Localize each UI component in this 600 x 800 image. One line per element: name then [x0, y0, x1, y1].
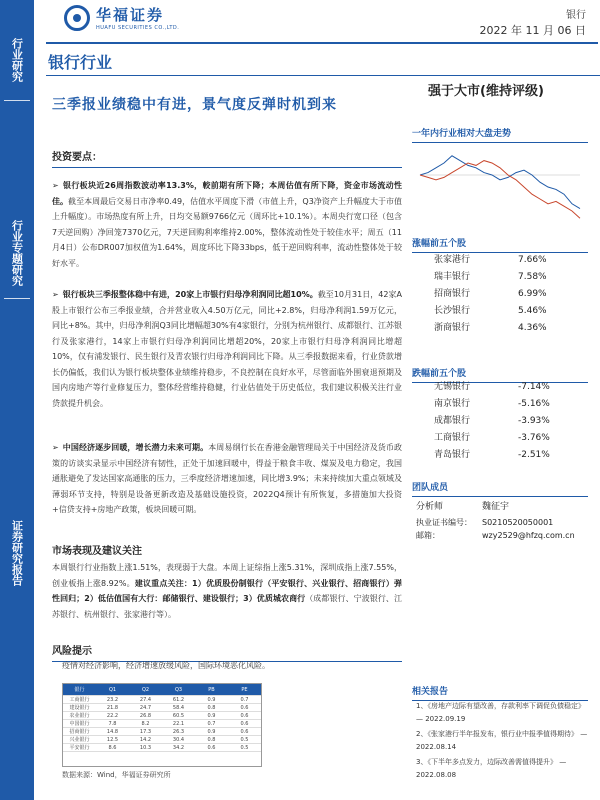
market-text: 本周银行行业指数上涨1.51%，表现弱于大盘。本周上证综指上涨5.31%，深圳成指上涨7.55%，创业板指上涨8.92%。	[52, 563, 402, 588]
list-item	[420, 430, 570, 447]
table-cell: 中国银行	[69, 721, 90, 727]
table-cell: 26.3	[172, 729, 185, 735]
stock-change: 6.99%	[518, 289, 547, 299]
table-cell: 23.2	[106, 697, 119, 703]
cert-label: 执业证书编号：	[416, 518, 472, 527]
table-cell: 10.3	[139, 745, 152, 751]
page-header	[34, 0, 600, 44]
email-label: 邮箱：	[416, 531, 440, 540]
table-cell: 60.5	[172, 713, 185, 719]
related-reports	[416, 700, 592, 784]
table-cell: 61.2	[172, 697, 185, 703]
related-report-link[interactable]	[416, 756, 592, 782]
stock-change: 7.66%	[518, 255, 547, 265]
table-cell: 8.2	[141, 721, 150, 727]
table-cell: 0.7	[240, 697, 249, 703]
table-cell: 0.6	[240, 705, 249, 711]
table-cell: 22.1	[172, 721, 185, 727]
table-header-cell: Q3	[174, 687, 183, 693]
list-item	[420, 286, 570, 303]
table-row	[63, 720, 261, 728]
rating-badge: 强于大市(维持评级)	[428, 84, 544, 99]
table-header-cell: 银行	[74, 687, 85, 693]
table-header-row	[63, 684, 261, 696]
analyst-name: 魏征宇	[482, 502, 510, 512]
left-sidebar	[0, 0, 34, 800]
company-logo	[64, 4, 179, 31]
list-item	[420, 447, 570, 464]
stock-name: 南京银行	[434, 399, 471, 409]
table-cell: 14.2	[139, 737, 152, 743]
stock-change: 7.58%	[518, 272, 547, 282]
table-row	[63, 744, 261, 752]
report-date: 2022 年 11 月 06 日	[479, 24, 586, 37]
table-cell: 建设银行	[69, 705, 90, 711]
table-cell: 34.2	[172, 745, 185, 751]
related-section	[412, 684, 588, 701]
report-date: — 2022.09.19	[416, 715, 466, 723]
table-row	[63, 736, 261, 744]
valuation-table	[62, 683, 262, 767]
summary-section	[52, 148, 402, 174]
risk-heading: 风险提示	[52, 646, 92, 657]
chart-heading: 一年内行业相对大盘走势	[412, 129, 512, 139]
chart-svg	[412, 145, 588, 233]
stock-change: 5.46%	[518, 306, 547, 316]
table-cell: 0.5	[240, 737, 249, 743]
bullet-icon: ➢	[52, 181, 59, 190]
report-title: 2、《张家港行半年报发布，银行业中报季值得期待》	[416, 730, 578, 738]
table-cell: 0.6	[207, 745, 216, 751]
table-cell: 0.9	[207, 729, 216, 735]
relative-performance-chart	[412, 145, 588, 233]
risk-paragraph: 疫情对经济影响，经济增速放缓风险，国际环境恶化风险。	[62, 661, 270, 670]
bullet-icon: ➢	[52, 443, 59, 452]
gainers-heading: 涨幅前五个股	[412, 239, 467, 249]
paragraph-body: 截至10月31日，42家A股上市银行公布三季报业绩，合并营业收入4.50万亿元，同比+2.8%，归母净利润1.59万亿元，同比+8%。其中，归母净利润Q3同比增幅超30%有4家银行，分别为杭州银行、成都银行、江苏银行及张家港行，14家上市银行归母净利润同比增超20%，20家上市银行归母净利润同比增超10%，仅有浦发银行、民生银行及青农银行归母净利润同比下降。从三季报数据来看，行业贷款增长仍偏低，我们认为银行板块整体业绩维持稳步，不良控制在良好水平，尽管面临外围衰退预期及国内房地产等行业修复压力，整体经营维持稳健，行业估值处于历史低位，我们建议积极关注行业贷款提升机会。	[52, 290, 403, 408]
stock-name: 招商银行	[434, 289, 471, 299]
table-header-cell: PB	[208, 687, 215, 693]
table-cell: 0.6	[240, 713, 249, 719]
sidebar-text: 证券研究报告	[10, 520, 24, 586]
table-row	[63, 704, 261, 712]
table-row	[63, 696, 261, 704]
section-rule	[412, 496, 588, 497]
related-heading: 相关报告	[412, 687, 449, 697]
report-title: 1、《房地产边际有望改善，存款利率下调促负债稳定》	[416, 702, 585, 710]
table-cell: 0.9	[207, 713, 216, 719]
summary-paragraph-2	[52, 287, 402, 411]
sidebar-segment-industry-research	[0, 38, 34, 82]
table-cell: 24.7	[139, 705, 152, 711]
header-industry-tag: 银行	[566, 10, 586, 21]
table-cell: 0.6	[240, 729, 249, 735]
report-title: 三季报业绩稳中有进，景气度反弹时机到来	[52, 97, 337, 113]
logo-english: HUAFU SECURITIES CO.,LTD.	[96, 25, 180, 31]
section-rule	[52, 167, 402, 168]
analyst-card	[416, 498, 586, 542]
team-section	[412, 480, 588, 497]
table-header-cell: Q1	[108, 687, 117, 693]
list-item	[420, 269, 570, 286]
series-line-0	[420, 156, 580, 209]
gainers-section	[412, 236, 588, 253]
losers-list	[420, 379, 570, 464]
table-cell: 0.5	[240, 745, 249, 751]
analyst-row	[416, 498, 586, 516]
summary-heading: 投资要点：	[52, 152, 102, 163]
stock-name: 长沙银行	[434, 306, 471, 316]
chart-section	[412, 126, 588, 143]
paragraph-lead: 银行板块三季报整体稳中有进，20家上市银行归母净利润同比超10%。	[62, 290, 318, 299]
sidebar-text: 行业研究	[10, 38, 24, 82]
table-cell: 0.8	[207, 737, 216, 743]
header-rule	[46, 42, 598, 44]
table-cell: 27.4	[139, 697, 152, 703]
related-report-link[interactable]	[416, 728, 592, 754]
list-item	[420, 320, 570, 337]
related-report-link[interactable]	[416, 700, 592, 726]
stock-name: 成都银行	[434, 416, 471, 426]
table-cell: 招商银行	[69, 729, 90, 735]
sidebar-divider	[4, 100, 30, 101]
table-row	[63, 728, 261, 736]
table-cell: 21.8	[106, 705, 119, 711]
losers-heading: 跌幅前五个股	[412, 369, 467, 379]
table-row	[63, 712, 261, 720]
cert-row	[416, 516, 586, 529]
table-cell: 30.4	[172, 737, 185, 743]
analyst-label: 分析师	[416, 502, 444, 512]
sidebar-text: 行业专题研究	[10, 220, 24, 286]
gainers-list	[420, 252, 570, 337]
list-item	[420, 252, 570, 269]
stock-name: 无锡银行	[434, 382, 471, 392]
sidebar-divider	[4, 298, 30, 299]
table-cell: 农业银行	[69, 713, 90, 719]
table-cell: 17.3	[139, 729, 152, 735]
stock-change: -5.16%	[518, 399, 550, 409]
summary-paragraph-1	[52, 178, 402, 271]
table-cell: 22.2	[106, 713, 119, 719]
table-cell: 58.4	[172, 705, 185, 711]
paragraph-lead: 银行板块近26周指数波动率13.3%，較前期有所下降；本周估值有所下降，资金市场流动性佳。	[52, 181, 402, 206]
list-item	[420, 303, 570, 320]
market-heading: 市场表现及建议关注	[52, 546, 142, 557]
table-cell: 14.8	[106, 729, 119, 735]
table-cell: 工商银行	[69, 697, 90, 703]
stock-change: -2.51%	[518, 450, 550, 460]
table-cell: 0.7	[207, 721, 216, 727]
table-cell: 0.8	[207, 705, 216, 711]
table-cell: 7.8	[108, 721, 117, 727]
table-cell: 平安银行	[69, 745, 90, 751]
paragraph-lead: 中国经济逐步回暖，增长潜力未来可期。	[62, 443, 209, 452]
paragraph-body: 本周易纲行长在香港金融管理局关于中国经济及货币政策的访谈实录显示中国经济有韧性，正处于加速回暖中，得益于粮食丰收、煤炭及电力稳定，我国通胀避免了发达国家高通胀的压力，三季度经济增速加速，同比增3.9%；未来持续加大重点领域及薄弱环节支持，特别是设备更新改造及基础设施投资，2022Q4预计有所恢复，多措施加大投资+信贷支持+房地产政策，板块回暖可期。	[52, 443, 403, 514]
section-rule	[412, 142, 588, 143]
list-item	[420, 413, 570, 430]
email-link[interactable]: wzy2529@hfzq.com.cn	[482, 531, 575, 540]
sidebar-segment-special-research	[0, 220, 34, 286]
paragraph-body: 截至本周最后交易日市净率0.49，估值水平周度下滑（市值上升，Q3净资产上升幅度大于市值上升幅度）。市场热度有所上升，日均交易额9766亿元（周环比+10.1%）。本周央行宽口径（包含7天逆回购）净回笼7370亿元，7天逆回购利率维持2.00%，整体流动性处于较佳水平；周五（11月4日）公布DR007加权值为1.64%，周度环比下降33bps，低于逆回购利率，流动性整体处于较好水平。	[52, 196, 403, 268]
bullet-icon: ➢	[52, 290, 59, 299]
table-source: 数据来源：Wind，华福证券研究所	[62, 771, 171, 779]
team-heading: 团队成员	[412, 483, 449, 493]
stock-name: 青岛银行	[434, 450, 471, 460]
table-cell: 0.6	[240, 721, 249, 727]
stock-change: -3.76%	[518, 433, 550, 443]
email-row	[416, 529, 586, 542]
table-cell: 26.8	[139, 713, 152, 719]
report-date: — 2022.08.08	[416, 758, 567, 779]
list-item	[420, 396, 570, 413]
stock-name: 工商银行	[434, 433, 471, 443]
stock-name: 浙商银行	[434, 323, 471, 333]
table-cell: 8.6	[108, 745, 117, 751]
report-date: — 2022.08.14	[416, 730, 588, 751]
market-recommendation: 建议重点关注：1）优质股份制银行（平安银行、兴业银行、招商银行）弹性回归；2）低估值国有大行：邮储银行、建设银行；3）优质城农商行	[52, 578, 402, 603]
table-cell: 12.5	[106, 737, 119, 743]
title-rule	[46, 75, 600, 76]
list-item	[420, 379, 570, 396]
report-title: 3、《下半年多点发力，边际改善需值得提升》	[416, 758, 557, 766]
table-cell: 兴业银行	[69, 737, 90, 743]
table-header-cell: PE	[241, 687, 248, 693]
market-tail: （成都银行、宁波银行、江苏银行、杭州银行、张家港行等）。	[52, 594, 403, 619]
stock-change: -7.14%	[518, 382, 550, 392]
summary-paragraph-3	[52, 440, 402, 518]
market-section	[52, 542, 402, 557]
stock-change: 4.36%	[518, 323, 547, 333]
logo-icon	[64, 5, 90, 31]
stock-name: 张家港行	[434, 255, 471, 265]
industry-title: 银行行业	[48, 53, 113, 72]
table-header-cell: Q2	[141, 687, 150, 693]
table-cell: 0.9	[207, 697, 216, 703]
stock-name: 瑞丰银行	[434, 272, 471, 282]
cert-number: S0210520050001	[482, 518, 554, 527]
stock-change: -3.93%	[518, 416, 550, 426]
sidebar-segment-securities-report	[0, 520, 34, 586]
logo-name: 华福证券	[96, 6, 165, 24]
market-paragraph	[52, 560, 402, 622]
